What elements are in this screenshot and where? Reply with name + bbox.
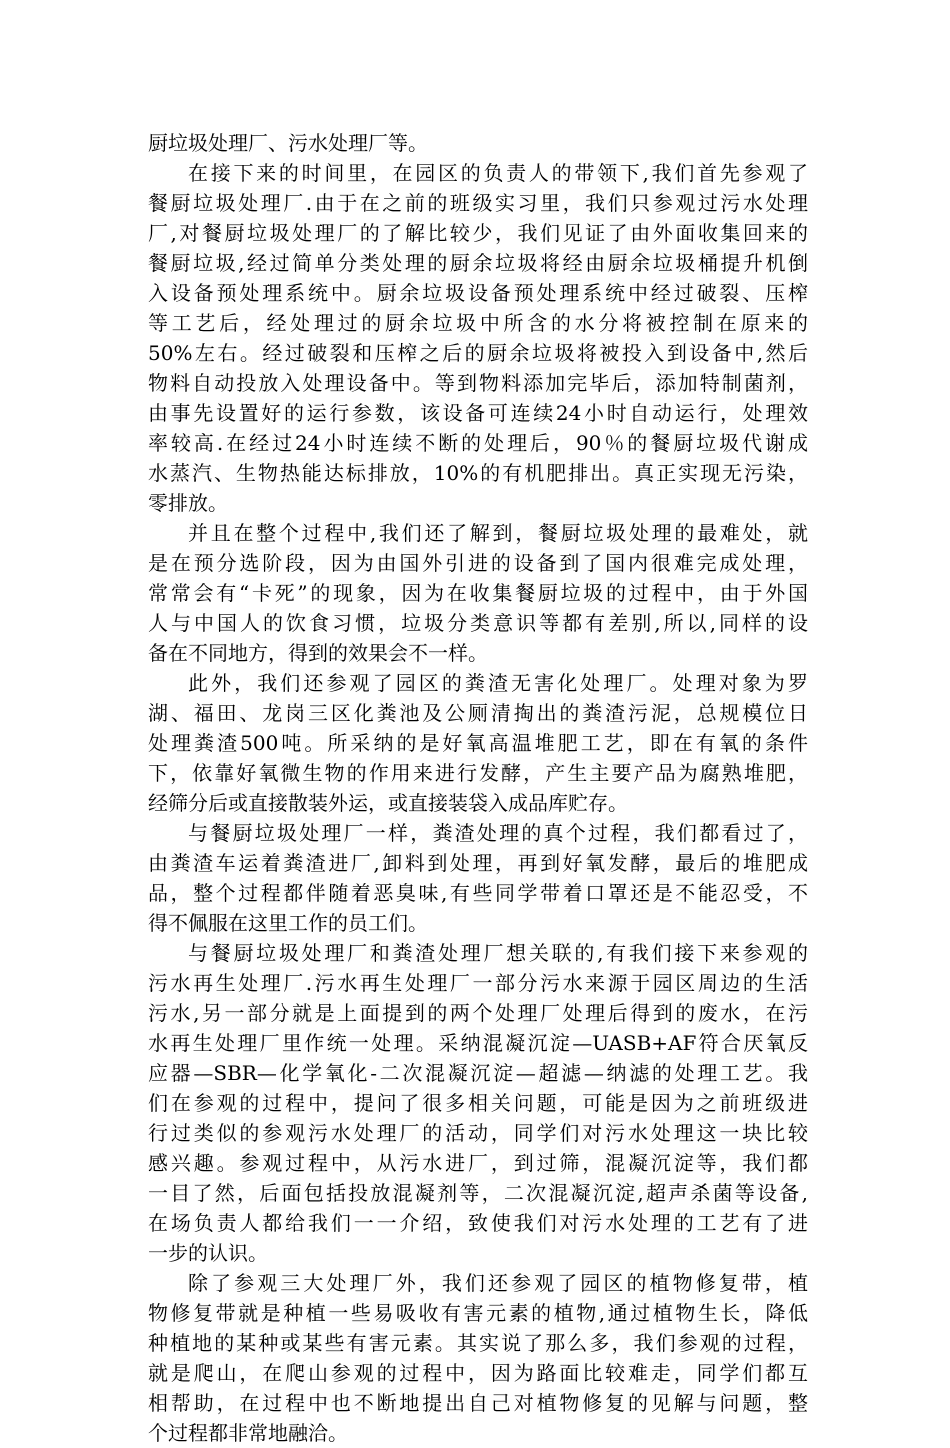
text-line: 应器—SBR—化学氧化-二次混凝沉淀—超滤—纳滤的处理工艺。我 [148, 1061, 808, 1085]
text-line: 污水,另一部分就是上面提到的两个处理厂处理后得到的废水，在污 [148, 1001, 808, 1025]
text-line: 并且在整个过程中,我们还了解到，餐厨垃圾处理的最难处，就 [188, 521, 808, 545]
text-line: 湖、福田、龙岗三区化粪池及公厕清掏出的粪渣污泥，总规模位日 [148, 701, 808, 725]
text-line: 水蒸汽、生物热能达标排放，10%的有机肥排出。真正实现无污染， [148, 461, 808, 485]
text-line: 就是爬山，在爬山参观的过程中，因为路面比较难走，同学们都互 [148, 1361, 808, 1385]
text-line: 在接下来的时间里，在园区的负责人的带领下,我们首先参观了 [188, 161, 808, 185]
text-line: 物修复带就是种植一些易吸收有害元素的植物,通过植物生长，降低 [148, 1301, 808, 1325]
text-line: 行过类似的参观污水处理厂的活动，同学们对污水处理这一块比较 [148, 1121, 808, 1145]
text-line: 由事先设置好的运行参数，该设备可连续24小时自动运行，处理效 [148, 401, 808, 425]
text-line: 一目了然，后面包括投放混凝剂等，二次混凝沉淀,超声杀菌等设备, [148, 1181, 808, 1205]
text-line: 物料自动投放入处理设备中。等到物料添加完毕后，添加特制菌剂， [148, 371, 808, 395]
text-line: 们在参观的过程中，提问了很多相关问题，可能是因为之前班级进 [148, 1091, 808, 1115]
text-line: 相帮助，在过程中也不断地提出自己对植物修复的见解与问题，整 [148, 1391, 808, 1415]
text-line: 由粪渣车运着粪渣进厂,卸料到处理，再到好氧发酵，最后的堆肥成 [148, 851, 808, 875]
text-line: 餐厨垃圾,经过简单分类处理的厨余垃圾将经由厨余垃圾桶提升机倒 [148, 251, 808, 275]
text-line: 下，依靠好氧微生物的作用来进行发酵，产生主要产品为腐熟堆肥， [148, 761, 808, 785]
text-line: 50%左右。经过破裂和压榨之后的厨余垃圾将被投入到设备中,然后 [148, 341, 808, 365]
text-line: 是在预分选阶段，因为由国外引进的设备到了国内很难完成处理， [148, 551, 808, 575]
text-line: 入设备预处理系统中。厨余垃圾设备预处理系统中经过破裂、压榨 [148, 281, 808, 305]
text-line: 得不佩服在这里工作的员工们。 [148, 911, 428, 935]
text-line: 厨垃圾处理厂、污水处理厂等。 [148, 131, 428, 155]
text-line: 备在不同地方，得到的效果会不一样。 [148, 641, 488, 665]
text-line: 除了参观三大处理厂外，我们还参观了园区的植物修复带，植 [188, 1271, 808, 1295]
text-line: 人与中国人的饮食习惯，垃圾分类意识等都有差别,所以,同样的设 [148, 611, 808, 635]
text-line: 水再生处理厂里作统一处理。采纳混凝沉淀—UASB+AF符合厌氧反 [148, 1031, 808, 1055]
document-page [148, 128, 808, 1448]
text-line: 感兴趣。参观过程中，从污水进厂，到过筛，混凝沉淀等，我们都 [148, 1151, 808, 1175]
text-line: 在场负责人都给我们一一介绍，致使我们对污水处理的工艺有了进 [148, 1211, 808, 1235]
text-line: 此外，我们还参观了园区的粪渣无害化处理厂。处理对象为罗 [188, 671, 808, 695]
text-line: 品，整个过程都伴随着恶臭味,有些同学带着口罩还是不能忍受，不 [148, 881, 808, 905]
text-line: 率较高.在经过24小时连续不断的处理后，90％的餐厨垃圾代谢成 [148, 431, 808, 455]
text-line: 与餐厨垃圾处理厂一样，粪渣处理的真个过程，我们都看过了， [188, 821, 808, 845]
text-line: 等工艺后，经处理过的厨余垃圾中所含的水分将被控制在原来的 [148, 311, 808, 335]
text-line: 处理粪渣500吨。所采纳的是好氧高温堆肥工艺，即在有氧的条件 [148, 731, 808, 755]
text-line: 经筛分后或直接散装外运，或直接装袋入成品库贮存。 [148, 791, 628, 815]
text-line: 常常会有“卡死”的现象，因为在收集餐厨垃圾的过程中，由于外国 [148, 581, 808, 605]
text-line: 零排放。 [148, 491, 228, 515]
text-line: 污水再生处理厂.污水再生处理厂一部分污水来源于园区周边的生活 [148, 971, 808, 995]
text-line: 一步的认识。 [148, 1241, 268, 1265]
text-line: 厂,对餐厨垃圾处理厂的了解比较少，我们见证了由外面收集回来的 [148, 221, 808, 245]
text-line: 与餐厨垃圾处理厂和粪渣处理厂想关联的,有我们接下来参观的 [188, 941, 808, 965]
text-line: 个过程都非常地融洽。 [148, 1421, 348, 1445]
text-line: 餐厨垃圾处理厂.由于在之前的班级实习里，我们只参观过污水处理 [148, 191, 808, 215]
text-line: 种植地的某种或某些有害元素。其实说了那么多，我们参观的过程， [148, 1331, 808, 1355]
